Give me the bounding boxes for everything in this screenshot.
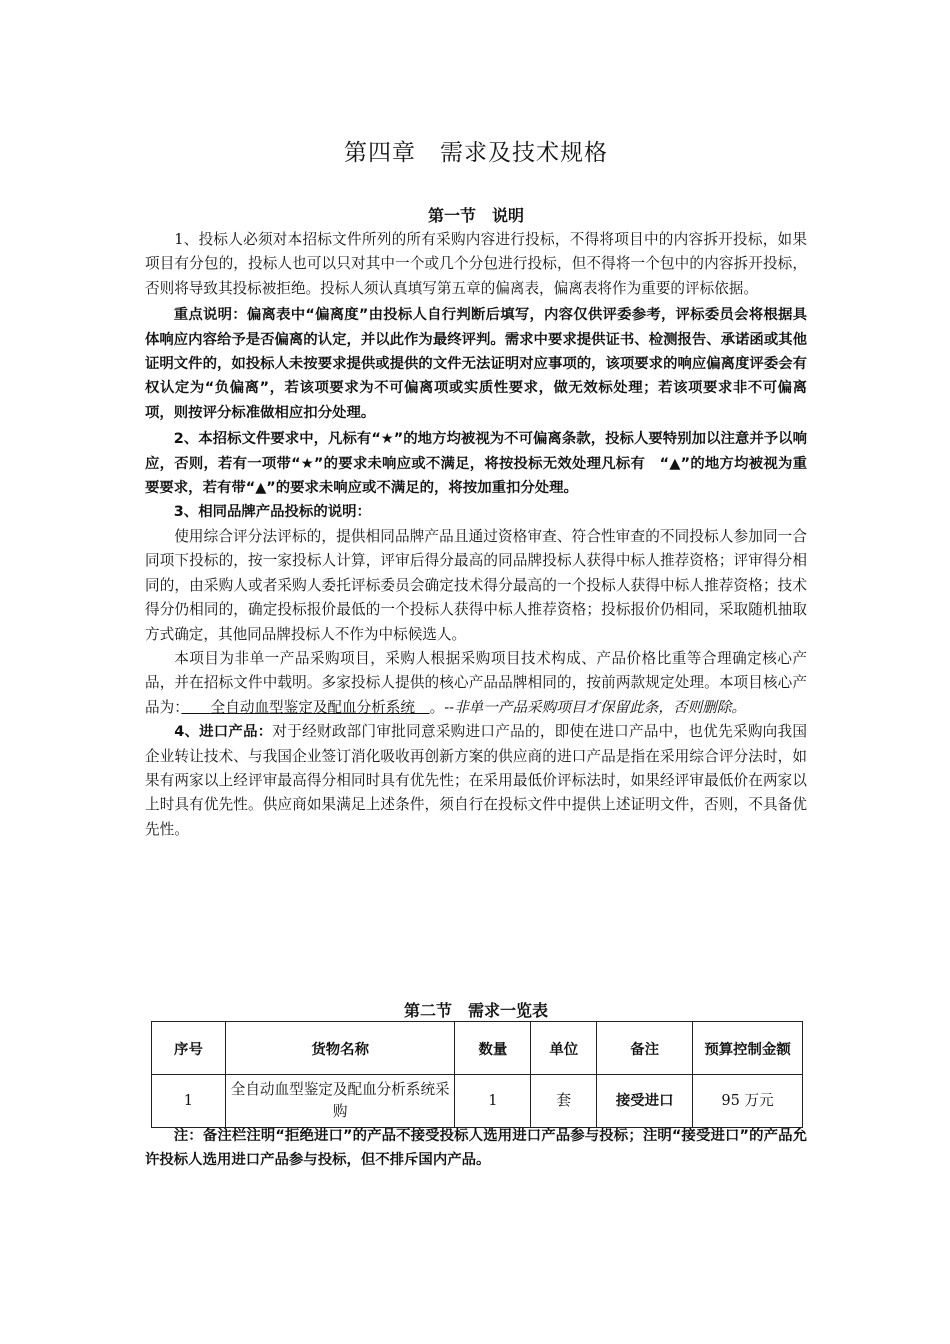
paragraph-4: [145, 720, 807, 842]
requirements-table: [151, 1021, 803, 1128]
section1-body: [145, 228, 807, 842]
cell-quantity: 1: [455, 1075, 531, 1128]
cell-unit: 套: [531, 1075, 597, 1128]
cell-budget: 95 万元: [693, 1075, 803, 1128]
table-note-block: [145, 1124, 807, 1173]
header-unit: 单位: [531, 1022, 597, 1075]
chapter-title: 第四章 需求及技术规格: [344, 140, 608, 166]
table-header-row: [152, 1022, 803, 1075]
header-quantity: 数量: [455, 1022, 531, 1075]
section2-title: 第二节 需求一览表: [403, 1001, 548, 1020]
cell-goods-name: 全自动血型鉴定及配血分析系统采购: [225, 1075, 455, 1128]
cell-index: 1: [152, 1075, 226, 1128]
section1-title: 第一节 说明: [427, 206, 524, 225]
paragraph-core-product: [145, 647, 807, 720]
paragraph-3-body: 使用综合评分法评标的，提供相同品牌产品且通过资格审查、符合性审查的不同投标人参加同一合同项下投标的，按一家投标人计算，评审后得分最高的同品牌投标人获得中标人推荐资格；评审得分相同的，由采购人或者采购人委托评标委员会确定技术得分最高的一个投标人获得中标人推荐资格；技术得分仍相同的，确定投标报价最低的一个投标人获得中标人推荐资格；投标报价仍相同，采取随机抽取方式确定，其他同品牌投标人不作为中标候选人。: [145, 527, 807, 643]
table-note: 注：备注栏注明“拒绝进口”的产品不接受投标人选用进口产品参与投标；注明“接受进口”的产品允许投标人选用进口产品参与投标，但不排斥国内产品。: [145, 1128, 807, 1169]
table-row: [152, 1075, 803, 1128]
core-product-period: 。: [429, 698, 445, 716]
header-remark: 备注: [597, 1022, 693, 1075]
paragraph-4-text: 对于经财政部门审批同意采购进口产品的，即使在进口产品中，也优先采购向我国企业转让技术、与我国企业签订消化吸收再创新方案的供应商的进口产品是指在采用综合评分法时，如果有两家以上经评审最高得分相同时具有优先性；在采用最低价评标法时，如果经评审最低价在两家以上时具有优先性。供应商如果满足上述条件，须自行在投标文件中提供上述证明文件，否则，不具备优先性。: [145, 723, 807, 838]
header-goods-name: 货物名称: [225, 1022, 455, 1075]
cell-remark: 接受进口: [597, 1075, 693, 1128]
paragraph-key-note: 重点说明：偏离表中“偏离度”由投标人自行判断后填写，内容仅供评委参考，评标委员会将根据具体响应内容给予是否偏离的认定，并以此作为最终评判。需求中要求提供证书、检测报告、承诺函或其他证明文件的，如投标人未按要求提供或提供的文件无法证明对应事项的，该项要求的响应偏离度评委会有权认定为“负偏离”，若该项要求为不可偏离项或实质性要求，做无效标处理；若该项要求非不可偏离项，则按评分标准做相应扣分处理。: [145, 307, 807, 421]
core-product-intro: 本项目为非单一产品采购项目，采购人根据采购项目技术构成、产品价格比重等合理确定核心产品，并在招标文件中载明。多家投标人提供的核心产品品牌相同的，按前两款规定处理。本项目核心产品为：: [145, 649, 807, 716]
paragraph-1: 1、投标人必须对本招标文件所列的所有采购内容进行投标，不得将项目中的内容拆开投标，如果项目有分包的，投标人也可以只对其中一个或几个分包进行投标，但不得将一个包中的内容拆开投标，否则将导致其投标被拒绝。投标人须认真填写第五章的偏离表，偏离表将作为重要的评标依据。: [145, 231, 807, 297]
paragraph-4-label: 4、进口产品：: [174, 724, 273, 741]
core-product-name: 全自动血型鉴定及配血分析系统: [181, 698, 430, 716]
header-index: 序号: [152, 1022, 226, 1075]
header-budget: 预算控制金额: [693, 1022, 803, 1075]
core-product-remark: --非单一产品采购项目才保留此条，否则删除。: [444, 698, 746, 716]
paragraph-3-heading: 3、相同品牌产品投标的说明：: [173, 504, 371, 521]
paragraph-2: 2、本招标文件要求中，凡标有“★”的地方均被视为不可偏离条款，投标人要特别加以注意并予以响应，否则，若有一项带“★”的要求未响应或不满足，将按投标无效处理凡标有 “▲”的地方均被视为重要要求，若有带“▲”的要求未响应或不满足的，将按加重扣分处理。: [145, 431, 807, 497]
